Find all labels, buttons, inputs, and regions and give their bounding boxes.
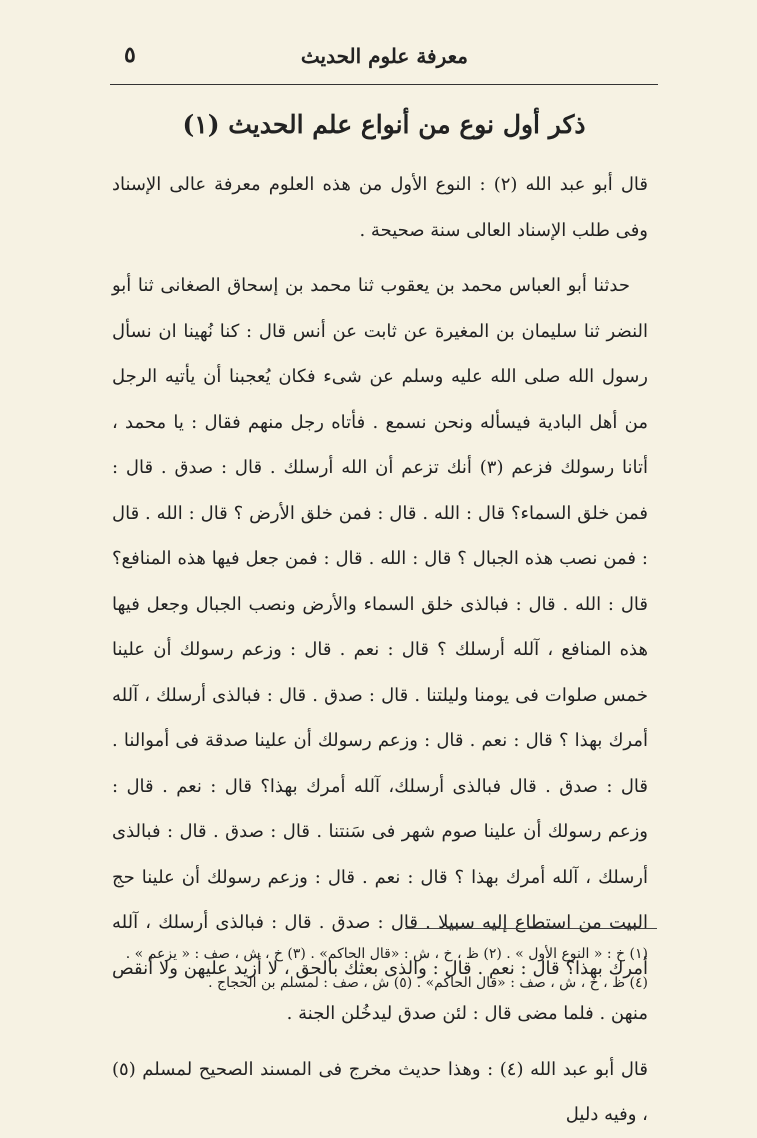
book-title: معرفة علوم الحديث xyxy=(300,44,468,68)
section-heading: ذكر أول نوع من أنواع علم الحديث (١) xyxy=(182,110,586,139)
page-number: ٥ xyxy=(124,42,136,68)
paragraph-2: حدثنا أبو العباس محمد بن يعقوب ثنا محمد بن إسحاق الصغانى ثنا أبو النضر ثنا سليمان بن المغيرة عن ثابت عن أنس قال : كنا نُهينا ان نسأل رسول الله صلى الله عليه وسلم عن شىء فكان يُعجبنا أن يأتيه الرجل من أهل البادية فيسأله ونحن نسمع . فأتاه رجل منهم فقال : يا محمد ، أتانا رسولك فزعم (٣) أنك تزعم أن الله أرسلك . قال : صدق . قال : فمن خلق السماء؟ قال : الله . قال : فمن خلق الأرض ؟ قال : الله . قال : فمن نصب هذه الجبال ؟ قال : الله . قال : فمن جعل فيها هذه المنافع؟ قال : الله . قال : فبالذى خلق السماء والأرض ونصب الجبال وجعل فيها هذه المنافع ، آلله أرسلك ؟ قال : نعم . قال : وزعم رسولك أن علينا خمس صلوات فى يومنا وليلتنا . قال : صدق . قال : فبالذى أرسلك ، آلله أمرك بهذا ؟ قال : نعم . قال : وزعم رسولك أن علينا صدقة فى أموالنا . قال : صدق . قال فبالذى أرسلك، آلله أمرك بهذا؟ قال : نعم . قال : وزعم رسولك أن علينا صوم شهر فى سَنتنا . قال : صدق . قال : فبالذى أرسلك ، آلله أمرك بهذا ؟ قال : نعم . قال : وزعم رسولك أن علينا حج البيت من استطاع إليه سبيلا . قال : صدق . قال : فبالذى أرسلك ، آلله أمرك بهذا؟ قال : نعم . قال : والذى بعثك بالحق ، لا أزيد عليهن ولا أنقص منهن . فلما مضى قال : لئن صدق ليدخُلن الجنة . xyxy=(112,275,648,1024)
running-header xyxy=(110,38,658,85)
footnote-divider xyxy=(405,928,657,929)
footnote-block: (١) خ : « النوع الأول » . (٢) ظ ، خ ، ش : «قال الحاكم» . (٣) خ ، ش ، صف : « يزعم » . (٤) ظ ، خ ، ش ، صف : «قال الحاكم» . (٥) ش ، صف : لمسلم بن الحجاج . xyxy=(125,946,648,991)
paragraph-1: قال أبو عبد الله (٢) : النوع الأول من هذه العلوم معرفة عالى الإسناد وفى طلب الإسناد العالى سنة صحيحة . xyxy=(112,174,648,241)
paragraph-3: قال أبو عبد الله (٤) : وهذا حديث مخرج فى المسند الصحيح لمسلم (٥) ، وفيه دليل xyxy=(112,1058,648,1125)
footnotes xyxy=(112,940,648,998)
